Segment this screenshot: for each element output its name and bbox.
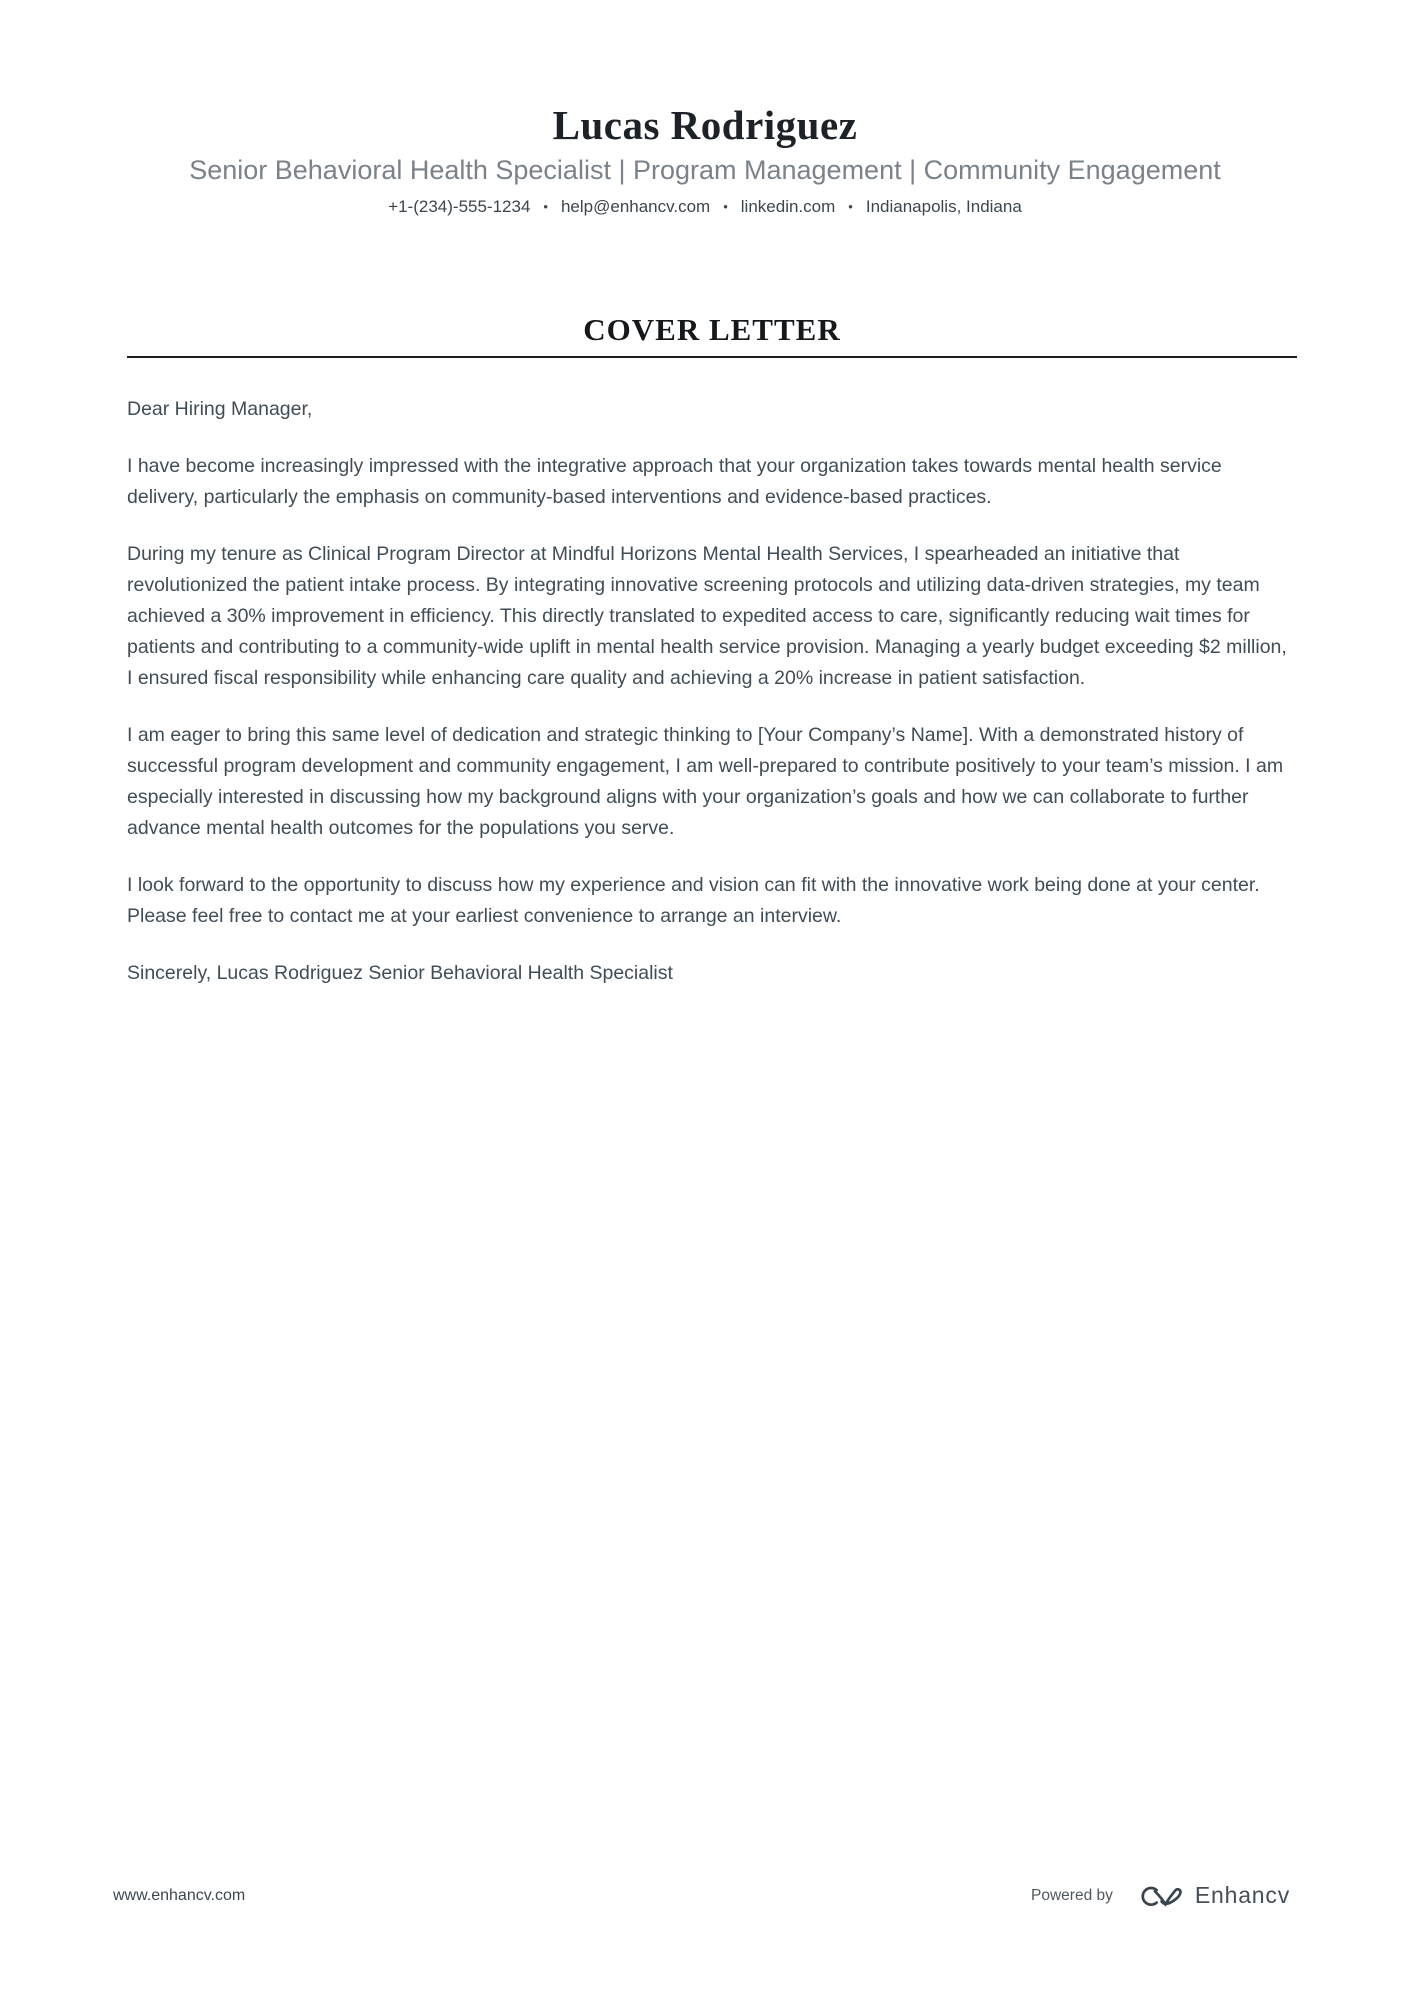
contact-location: Indianapolis, Indiana [865, 196, 1022, 216]
enhancv-logo-icon [1139, 1883, 1185, 1908]
letter-paragraph: I am eager to bring this same level of dedication and strategic thinking to [Your Company’s Name]. With a demonstrated history of successful program development and community engagement, I am well-prepared to contribute positively to your team’s mission. I am especially interested in discussing how my background aligns with your organization’s goals and how we can collaborate to further advance mental health outcomes for the populations you serve. [127, 723, 1284, 839]
letter-paragraph: During my tenure as Clinical Program Director at Mindful Horizons Mental Health Services, I spearheaded an initiative that revolutionized the patient intake process. By integrating innovative screening protocols and utilizing data-driven strategies, my team achieved a 30% improvement in efficiency. This directly translated to expedited access to care, significantly reducing wait times for patients and contributing to a community-wide uplift in mental health service provision. Managing a yearly budget exceeding $2 million, I ensured fiscal responsibility while enhancing care quality and achieving a 20% increase in patient satisfaction. [127, 542, 1287, 689]
heading-divider [127, 356, 1297, 358]
letter-header [0, 0, 1410, 217]
site-url-link[interactable]: www.enhancv.com [113, 1886, 246, 1904]
contact-email-link[interactable]: help@enhancv.com [560, 196, 711, 216]
letter-paragraph: I look forward to the opportunity to discuss how my experience and vision can fit with the innovative work being done at your center. Please feel free to contact me at your earliest convenience to arrange an interview. [127, 873, 1260, 927]
enhancv-brand-lockup [1139, 1882, 1290, 1909]
enhancv-wordmark: Enhancv [1194, 1882, 1290, 1908]
contact-phone: +1-(234)-555-1234 [388, 196, 531, 216]
letter-body [127, 394, 1297, 989]
powered-by-label: Powered by [1031, 1886, 1113, 1904]
contact-bar [0, 197, 1410, 217]
signoff-line: Sincerely, Lucas Rodriguez Senior Behavioral Health Specialist [127, 961, 673, 984]
bullet-separator-icon: • [848, 199, 853, 215]
bullet-separator-icon: • [723, 199, 728, 215]
letter-content [127, 311, 1297, 989]
person-job-title: Senior Behavioral Health Specialist | Program Management | Community Engagement [189, 155, 1221, 186]
greeting-line: Dear Hiring Manager, [127, 397, 313, 420]
contact-linkedin-link[interactable]: linkedin.com [740, 196, 836, 216]
person-name: Lucas Rodriguez [552, 102, 858, 148]
bullet-separator-icon: • [543, 199, 548, 215]
page-footer [113, 1882, 1290, 1909]
letter-paragraph: I have become increasingly impressed with the integrative approach that your organization takes towards mental health service delivery, particularly the emphasis on community-based interventions and evidence-based practices. [127, 454, 1222, 508]
powered-by-enhancv-link[interactable] [1031, 1882, 1290, 1909]
section-heading: COVER LETTER [583, 311, 841, 347]
